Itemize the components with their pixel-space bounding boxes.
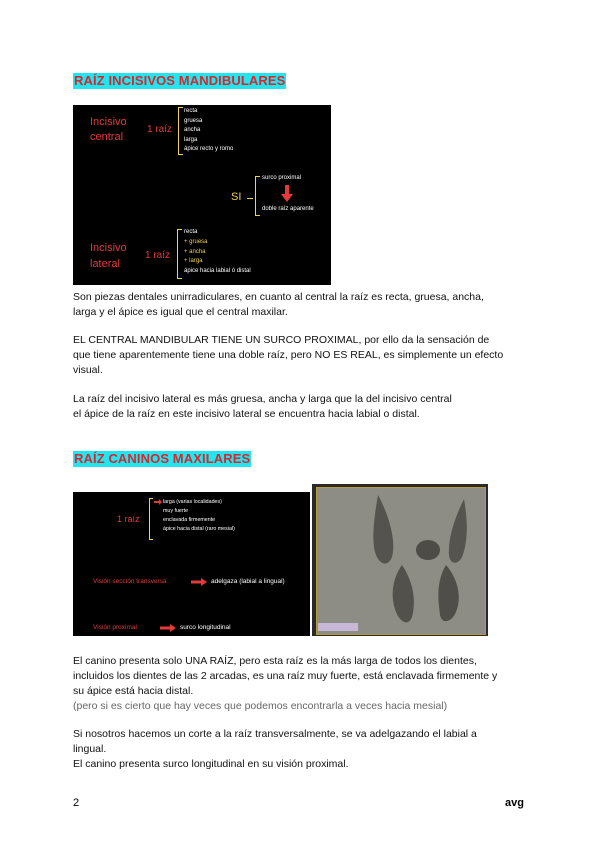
section2-title: RAÍZ CANINOS MAXILARES bbox=[74, 451, 251, 466]
slide-caninos bbox=[73, 492, 310, 636]
proximal-label: Visión proximal bbox=[93, 624, 137, 631]
paragraph-caninos-2: Si nosotros hacemos un corte a la raíz transversalmente, se va adelgazando el labial a lingual. El canino presenta surco longitudinal en su visión proximal. bbox=[73, 728, 477, 770]
lateral-brace bbox=[177, 229, 182, 279]
teeth-image bbox=[316, 487, 484, 633]
proximal-value: surco longitudinal bbox=[180, 624, 231, 631]
arrow-right-icon bbox=[160, 624, 176, 632]
transverse-value: adelgaza (labial a lingual) bbox=[211, 578, 285, 585]
si-item-2: doble raíz aparente bbox=[262, 206, 314, 212]
canino-root: 1 raíz bbox=[117, 514, 140, 524]
arrow-right-icon bbox=[191, 578, 207, 586]
author-initials: avg bbox=[505, 797, 524, 809]
canino-brace bbox=[149, 498, 153, 540]
paragraph-caninos-1: El canino presenta solo UNA RAÍZ, pero esta raíz es la más larga de todos los dientes, incluidos los dientes de las 2 arcadas, es una raíz muy fuerte, está enclavada firmemente y su ápice está hacia distal. (pero si es cierto que hay veces que podemos encontrarla a veces hacia mesial) bbox=[73, 654, 543, 714]
section1-title: RAÍZ INCISIVOS MANDIBULARES bbox=[74, 73, 286, 88]
si-brace bbox=[255, 176, 260, 216]
central-label: Incisivo central bbox=[90, 116, 127, 143]
lateral-label: Incisivo lateral bbox=[90, 242, 127, 270]
central-items: recta gruesa ancha larga ápice recto y romo bbox=[184, 108, 234, 152]
canino-items: larga (varias localidades) muy fuerte enclavada firmemente ápice hacia distal (raro mesial) bbox=[163, 499, 235, 532]
central-brace bbox=[178, 107, 183, 155]
page-number: 2 bbox=[73, 797, 80, 809]
central-root: 1 raíz bbox=[147, 124, 173, 135]
paragraph-incisivos-1: Son piezas dentales unirradiculares, en cuanto al central la raíz es recta, gruesa, ancha, larga y el ápice es igual que el central maxilar. bbox=[73, 291, 484, 318]
paragraph-incisivos-3: La raíz del incisivo lateral es más gruesa, ancha y larga que la del incisivo central el ápice de la raíz en este incisivo lateral se encuentra hacia labial o distal. bbox=[73, 393, 452, 420]
paragraph-incisivos-2: EL CENTRAL MANDIBULAR TIENE UN SURCO PROXIMAL, por ello da la sensación de que tiene aparentemente tiene una doble raíz, pero NO ES REAL, es simplemente un efecto visual. bbox=[73, 334, 504, 376]
slide-incisivos bbox=[73, 105, 331, 285]
down-arrow-icon bbox=[281, 185, 293, 203]
canine-teeth-photo bbox=[312, 484, 488, 636]
arrow-right-icon bbox=[154, 499, 162, 505]
transverse-label: Visión sección transversa bbox=[93, 578, 167, 585]
lateral-root: 1 raíz bbox=[145, 250, 171, 261]
si-item-1: surco proximal bbox=[262, 175, 302, 181]
si-label: SI bbox=[231, 191, 242, 203]
si-connector bbox=[247, 198, 253, 199]
paragraph-note: (pero si es cierto que hay veces que podemos encontrarla a veces hacia mesial) bbox=[73, 700, 448, 712]
lateral-items: recta + gruesa + ancha + larga ápice hacia labial ó distal bbox=[184, 229, 251, 275]
